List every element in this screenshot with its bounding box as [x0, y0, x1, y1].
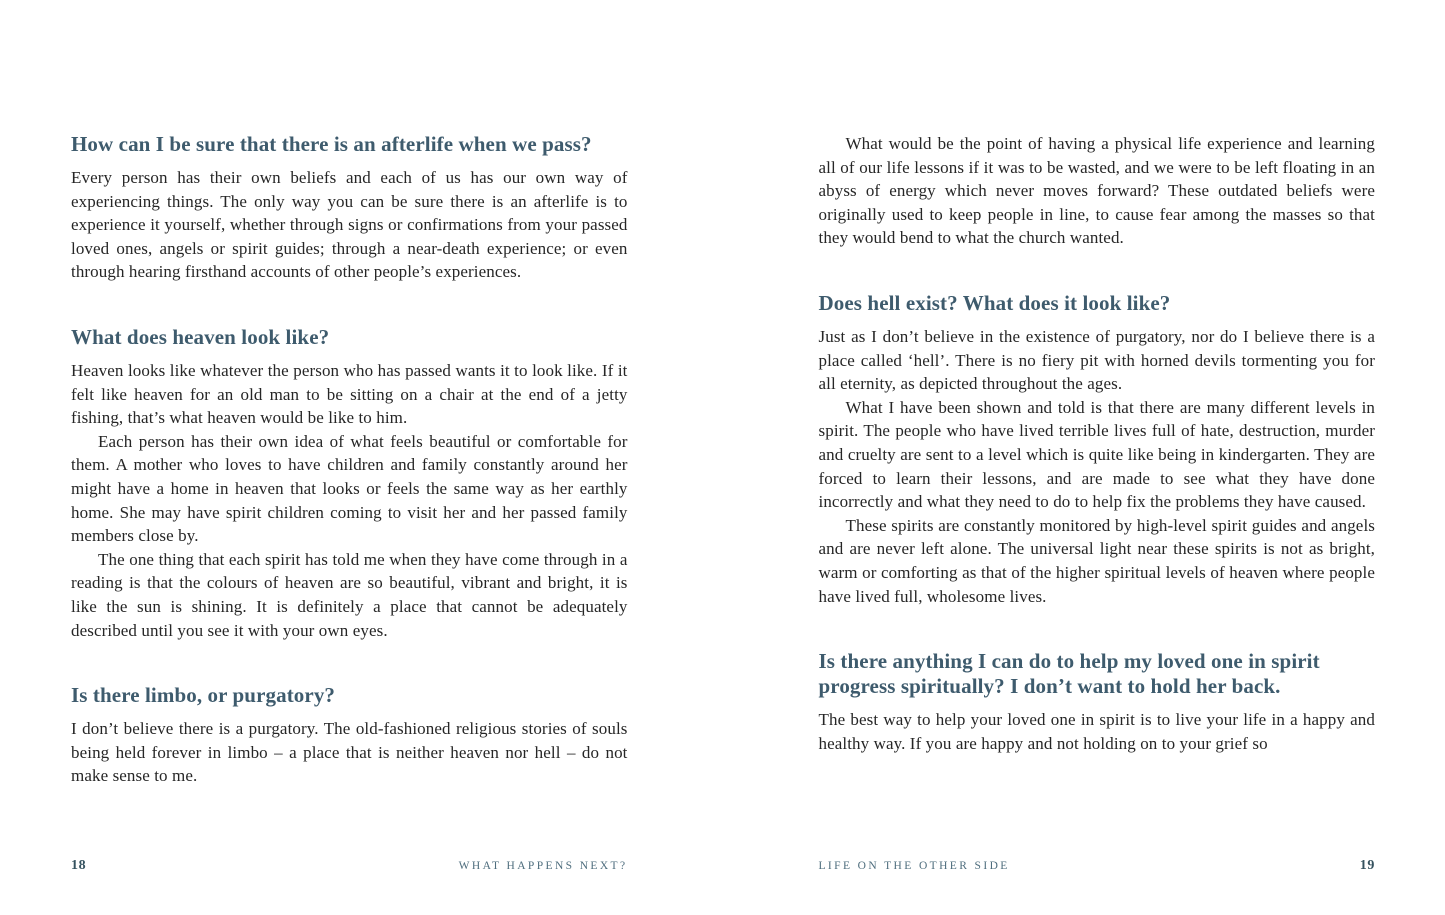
paragraph: What I have been shown and told is that there are many different levels in spirit. The people who have lived terrible lives full of hate, destruction, murder and cruelty are sent to a level which is quite like being in kindergarten. They are forced to learn their lessons, and are made to see what they have done incorrectly and what they need to do to help fix the problems they have caused.: [818, 397, 1375, 512]
section-heading-limbo: Is there limbo, or purgatory?: [71, 683, 336, 708]
running-title-left: WHAT HAPPENS NEXT?: [458, 860, 628, 872]
page-left-content: [0, 0, 723, 788]
paragraph: Each person has their own idea of what feels beautiful or comfortable for them. A mother who loves to have children and family constantly around her might have a home in heaven that looks or feels the same way as her earthly home. She may have spirit children coming to visit her and her passed family members close by.: [71, 431, 628, 546]
running-title-right: LIFE ON THE OTHER SIDE: [818, 860, 1010, 872]
page-right: [723, 0, 1445, 915]
paragraph: The best way to help your loved one in spirit is to live your life in a happy and healthy way. If you are happy and not holding on to your grief so: [818, 710, 1375, 753]
paragraph: The one thing that each spirit has told me when they have come through in a reading is that the colours of heaven are so beautiful, vibrant and bright, it is like the sun is shining. It is definitely a place that cannot be adequately described until you see it with your own eyes.: [71, 549, 628, 640]
paragraph: I don’t believe there is a purgatory. The old-fashioned religious stories of souls being held forever in limbo – a place that is neither heaven nor hell – do not make sense to me.: [71, 719, 628, 786]
paragraph: Every person has their own beliefs and each of us has our own way of experiencing things. The only way you can be sure there is an afterlife is to experience it yourself, whether through signs or confirmations from your passed loved ones, angels or spirit guides; through a near-death experience; or even through hearing firsthand accounts of other people’s experiences.: [71, 168, 628, 282]
page-number-right: 19: [1359, 858, 1375, 873]
page-number-left: 18: [71, 858, 87, 873]
section-heading-help-loved-one: Is there anything I can do to help my loved one in spirit progress spiritually? I don’t want to hold her back.: [818, 649, 1320, 699]
paragraph-continuation: What would be the point of having a physical life experience and learning all of our life lessons if it was to be wasted, and we were to be left floating in an abyss of energy which never moves forward? These outdated beliefs were originally used to keep people in line, to cause fear among the masses so that they would bend to what the church wanted.: [818, 134, 1375, 248]
page-right-content: [723, 0, 1445, 755]
paragraph: Just as I don’t believe in the existence of purgatory, nor do I believe there is a place called ‘hell’. There is no fiery pit with horned devils tormenting you for all eternity, as depicted throughout the ages.: [818, 326, 1375, 394]
paragraph: These spirits are constantly monitored by high-level spirit guides and angels and are never left alone. The universal light near these spirits is not as bright, warm or comforting as that of the higher spiritual levels of heaven where people have lived full, wholesome lives.: [818, 515, 1375, 606]
section-heading-afterlife: How can I be sure that there is an afterlife when we pass?: [71, 132, 592, 156]
paragraph: Heaven looks like whatever the person who has passed wants it to look like. If it felt like heaven for an old man to be sitting on a chair at the end of a jetty fishing, that’s what heaven would be like to him.: [71, 360, 628, 428]
section-heading-heaven: What does heaven look like?: [71, 324, 330, 349]
page-footer-right: [819, 858, 1376, 874]
page-footer-left: [71, 858, 628, 874]
section-heading-hell: Does hell exist? What does it look like?: [818, 290, 1171, 315]
